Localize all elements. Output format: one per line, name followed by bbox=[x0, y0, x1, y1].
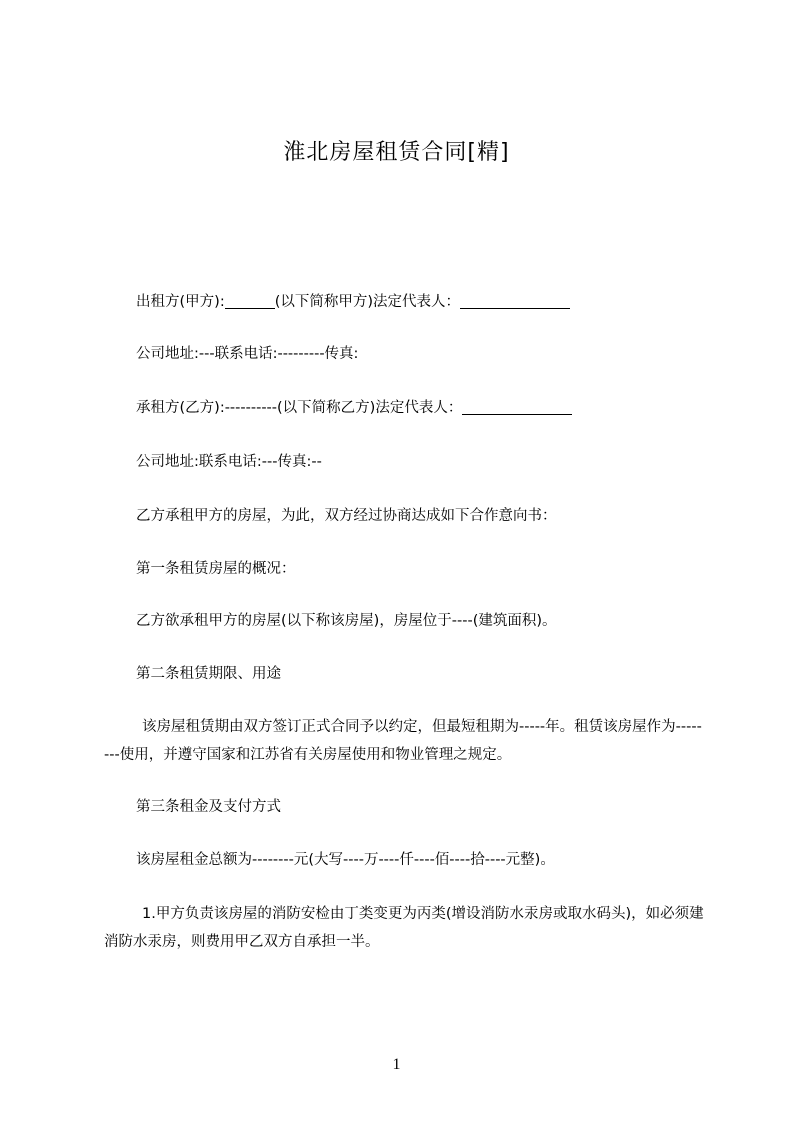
lessor-representative-blank bbox=[460, 292, 570, 309]
article3-text: 该房屋租金总额为--------元(大写----万----仟----佰----拾----元整)。 bbox=[136, 852, 555, 868]
article3-heading: 第三条租金及支付方式 bbox=[136, 799, 281, 815]
intro-paragraph: 乙方承租甲方的房屋，为此，双方经过协商达成如下合作意向书： bbox=[136, 508, 557, 524]
lessor-line bbox=[104, 288, 704, 316]
document-title: 淮北房屋租赁合同[精] bbox=[283, 140, 510, 165]
lessor-prefix: 出租方(甲方): bbox=[136, 294, 225, 310]
article2-text: 该房屋租赁期由双方签订正式合同予以约定，但最短租期为-----年。租赁该房屋作为--------使用，并遵守国家和江苏省有关房屋使用和物业管理之规定。 bbox=[104, 719, 702, 763]
lessee-representative-blank bbox=[462, 398, 572, 415]
article1-heading: 第一条租赁房屋的概况： bbox=[136, 561, 296, 577]
page-number: 1 bbox=[392, 1056, 401, 1073]
lessee-prefix: 承租方(乙方):----------(以下简称乙方)法定代表人： bbox=[136, 400, 463, 416]
clause1-text: 1.甲方负责该房屋的消防安检由丁类变更为丙类(增设消防水汞房或取水码头)，如必须建消防水汞房，则费用甲乙双方自承担一半。 bbox=[104, 906, 704, 950]
lessor-address-line: 公司地址:---联系电话:---------传真: bbox=[136, 346, 359, 362]
article2-heading: 第二条租赁期限、用途 bbox=[136, 666, 281, 682]
lessor-name-blank bbox=[225, 292, 275, 309]
lessee-address-line: 公司地址:联系电话:---传真:-- bbox=[136, 454, 322, 470]
lessor-middle: (以下简称甲方)法定代表人： bbox=[274, 294, 461, 310]
article1-text: 乙方欲承租甲方的房屋(以下称该房屋)，房屋位于----(建筑面积)。 bbox=[136, 613, 557, 629]
lessee-line bbox=[104, 394, 704, 422]
